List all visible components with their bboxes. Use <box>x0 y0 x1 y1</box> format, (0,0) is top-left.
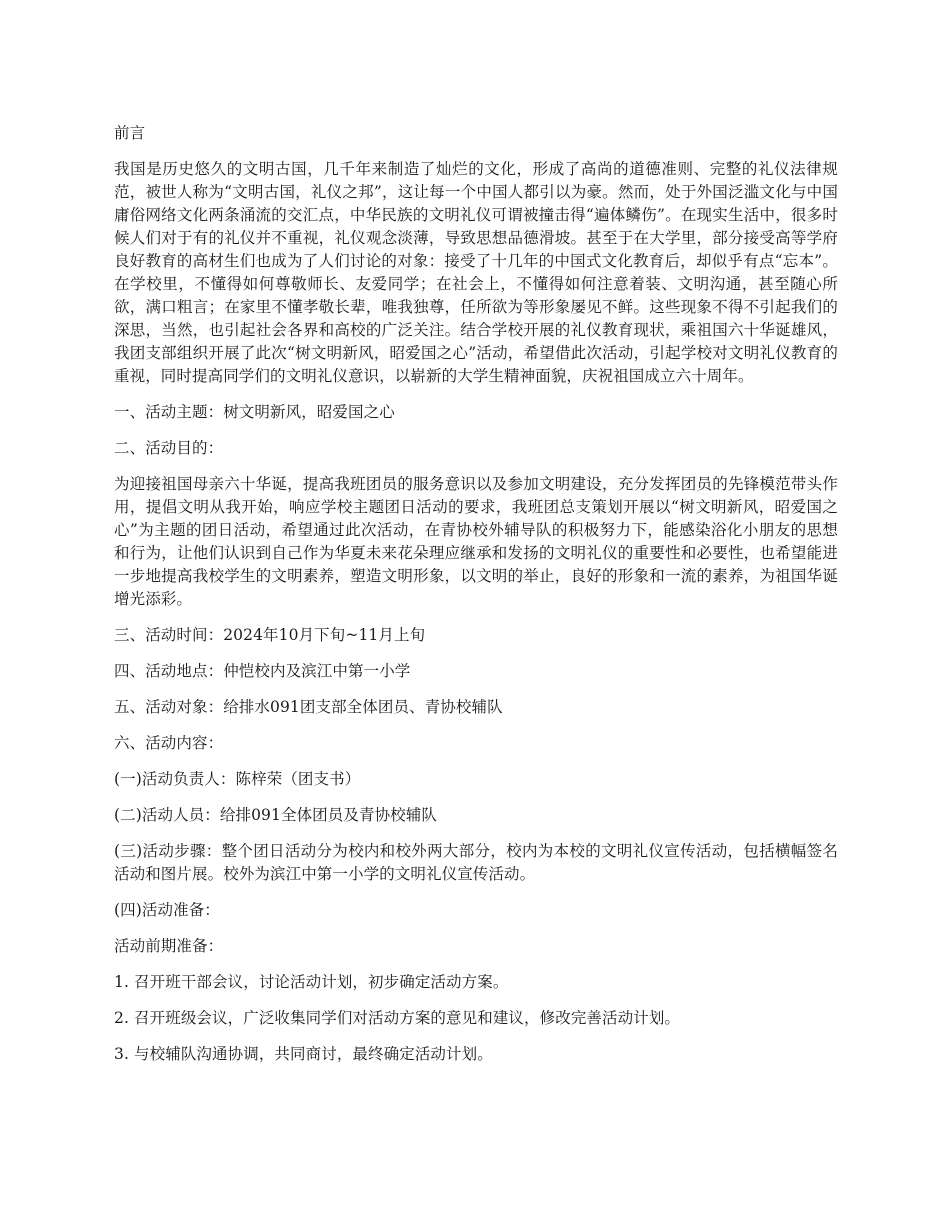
activity-time: 三、活动时间：2024年10月下旬~11月上旬 <box>114 626 426 644</box>
prep-heading: (四)活动准备： <box>114 901 220 919</box>
list-item: 3. 与校辅队沟通协调，共同商讨，最终确定活动计划。 <box>114 1045 493 1063</box>
purpose-heading: 二、活动目的： <box>114 439 224 457</box>
activity-theme: 一、活动主题：树文明新风，昭爱国之心 <box>114 403 395 421</box>
pre-prep-heading: 活动前期准备： <box>114 937 224 955</box>
activity-place: 四、活动地点：仲恺校内及滨江中第一小学 <box>114 662 411 680</box>
activity-steps: (三)活动步骤：整个团日活动分为校内和校外两大部分，校内为本校的文明礼仪宣传活动，包括横幅签名活动和图片展。校外为滨江中第一小学的文明礼仪宣传活动。 <box>114 842 838 883</box>
list-item: 1. 召开班干部会议，讨论活动计划，初步确定活动方案。 <box>114 973 509 991</box>
content-heading: 六、活动内容： <box>114 734 224 752</box>
activity-leader: (一)活动负责人：陈梓荣（团支书） <box>114 770 361 788</box>
preface-heading: 前言 <box>114 124 146 142</box>
list-item: 2. 召开班级会议，广泛收集同学们对活动方案的意见和建议，修改完善活动计划。 <box>114 1009 681 1027</box>
intro-paragraph: 我国是历史悠久的文明古国，几千年来制造了灿烂的文化，形成了高尚的道德准则、完整的礼仪法律规范，被世人称为“文明古国，礼仪之邦”，这让每一个中国人都引以为豪。然而，处于外国泛滥文化与中国庸俗网络文化两条涌流的交汇点，中华民族的文明礼仪可谓被撞击得“遍体鳞伤”。在现实生活中，很多时候人们对于有的礼仪并不重视，礼仪观念淡薄，导致思想品德滑坡。甚至于在大学里，部分接受高等学府良好教育的高材生们也成为了人们讨论的对象：接受了十几年的中国式文化教育后，却似乎有点“忘本”。在学校里，不懂得如何尊敬师长、友爱同学；在社会上，不懂得如何注意着装、文明沟通，甚至随心所欲，满口粗言；在家里不懂孝敬长辈，唯我独尊，任所欲为等形象屡见不鲜。这些现象不得不引起我们的深思，当然，也引起社会各界和高校的广泛关注。结合学校开展的礼仪教育现状，乘祖国六十华诞雄风，我团支部组织开展了此次“树文明新风，昭爱国之心”活动，希望借此次活动，引起学校对文明礼仪教育的重视，同时提高同学们的文明礼仪意识，以崭新的大学生精神面貌，庆祝祖国成立六十周年。 <box>114 160 838 385</box>
purpose-paragraph: 为迎接祖国母亲六十华诞，提高我班团员的服务意识以及参加文明建设，充分发挥团员的先锋模范带头作用，提倡文明从我开始，响应学校主题团日活动的要求，我班团总支策划开展以“树文明新风，昭爱国之心”为主题的团日活动，希望通过此次活动，在青协校外辅导队的积极努力下，能感染浴化小朋友的思想和行为，让他们认识到自己作为华夏未来花朵理应继承和发扬的文明礼仪的重要性和必要性，也希望能进一步地提高我校学生的文明素养，塑造文明形象，以文明的举止，良好的形象和一流的素养，为祖国华诞增光添彩。 <box>114 475 838 608</box>
activity-staff: (二)活动人员：给排091全体团员及青协校辅队 <box>114 806 437 824</box>
document-page <box>114 122 838 1079</box>
activity-target: 五、活动对象：给排水091团支部全体团员、青协校辅队 <box>114 698 503 716</box>
